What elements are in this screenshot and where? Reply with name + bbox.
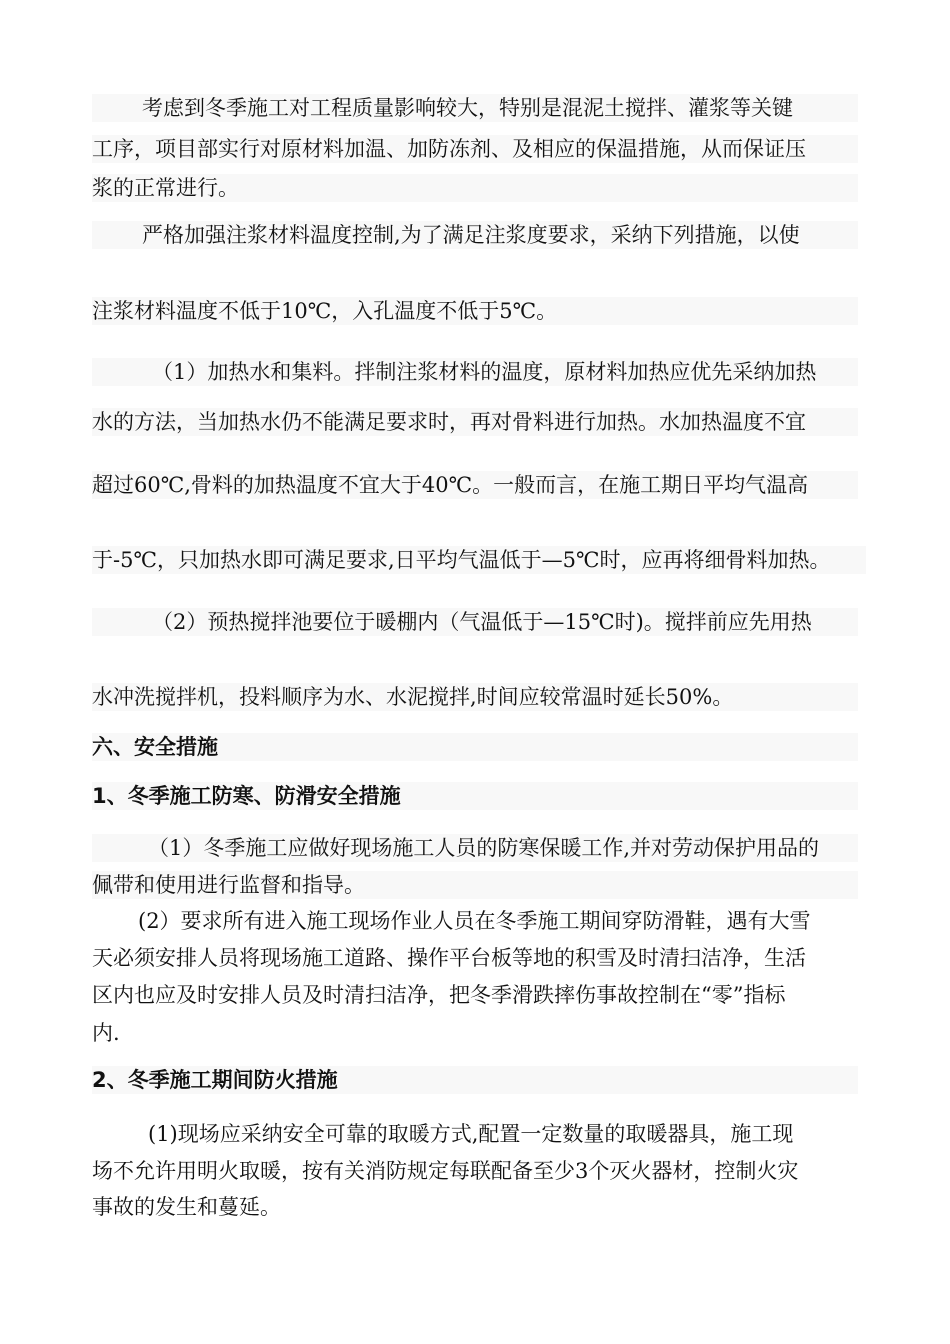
section-heading: 六、安全措施 — [92, 733, 858, 761]
paragraph-line: （1）冬季施工应做好现场施工人员的防寒保暖工作,并对劳动保护用品的 — [92, 834, 858, 862]
paragraph-line: 区内也应及时安排人员及时清扫洁净，把冬季滑跌摔伤事故控制在“零”指标 — [92, 983, 786, 1007]
paragraph-line: 工序，项目部实行对原材料加温、加防冻剂、及相应的保温措施，从而保证压 — [92, 135, 858, 163]
paragraph-line: 场不允许用明火取暖，按有关消防规定每联配备至少3个灭火器材，控制火灾 — [92, 1159, 799, 1183]
paragraph-line: 严格加强注浆材料温度控制,为了满足注浆度要求，采纳下列措施，以使 — [92, 221, 858, 249]
paragraph-line: 佩带和使用进行监督和指导。 — [92, 871, 858, 899]
paragraph-line: 注浆材料温度不低于10℃，入孔温度不低于5℃。 — [92, 297, 858, 325]
paragraph-line: （1）加热水和集料。拌制注浆材料的温度，原材料加热应优先采纳加热 — [92, 358, 858, 386]
paragraph-line: 内. — [92, 1021, 120, 1045]
paragraph-line: 天必须安排人员将现场施工道路、操作平台板等地的积雪及时清扫洁净，生活 — [92, 946, 806, 970]
paragraph-line: 事故的发生和蔓延。 — [92, 1195, 281, 1219]
paragraph-line: 浆的正常进行。 — [92, 174, 858, 202]
paragraph-line: 于-5℃，只加热水即可满足要求,日平均气温低于—5℃时，应再将细骨料加热。 — [92, 546, 866, 574]
subsection-heading: 1、冬季施工防寒、防滑安全措施 — [92, 782, 858, 810]
paragraph-line: （2）预热搅拌池要位于暖棚内（气温低于—15℃时)。搅拌前应先用热 — [92, 608, 858, 636]
paragraph-line: (2）要求所有进入施工现场作业人员在冬季施工期间穿防滑鞋，遇有大雪 — [138, 909, 811, 933]
paragraph-line: 考虑到冬季施工对工程质量影响较大，特别是混泥土搅拌、灌浆等关键 — [92, 94, 858, 122]
paragraph-line: 超过60℃,骨料的加热温度不宜大于40℃。一般而言，在施工期日平均气温高 — [92, 471, 858, 499]
paragraph-line: (1)现场应采纳安全可靠的取暖方式,配置一定数量的取暖器具，施工现 — [148, 1122, 794, 1146]
subsection-heading: 2、冬季施工期间防火措施 — [92, 1066, 858, 1094]
paragraph-line: 水的方法，当加热水仍不能满足要求时，再对骨料进行加热。水加热温度不宜 — [92, 408, 858, 436]
paragraph-line: 水冲洗搅拌机，投料顺序为水、水泥搅拌,时间应较常温时延长50%。 — [92, 683, 858, 711]
